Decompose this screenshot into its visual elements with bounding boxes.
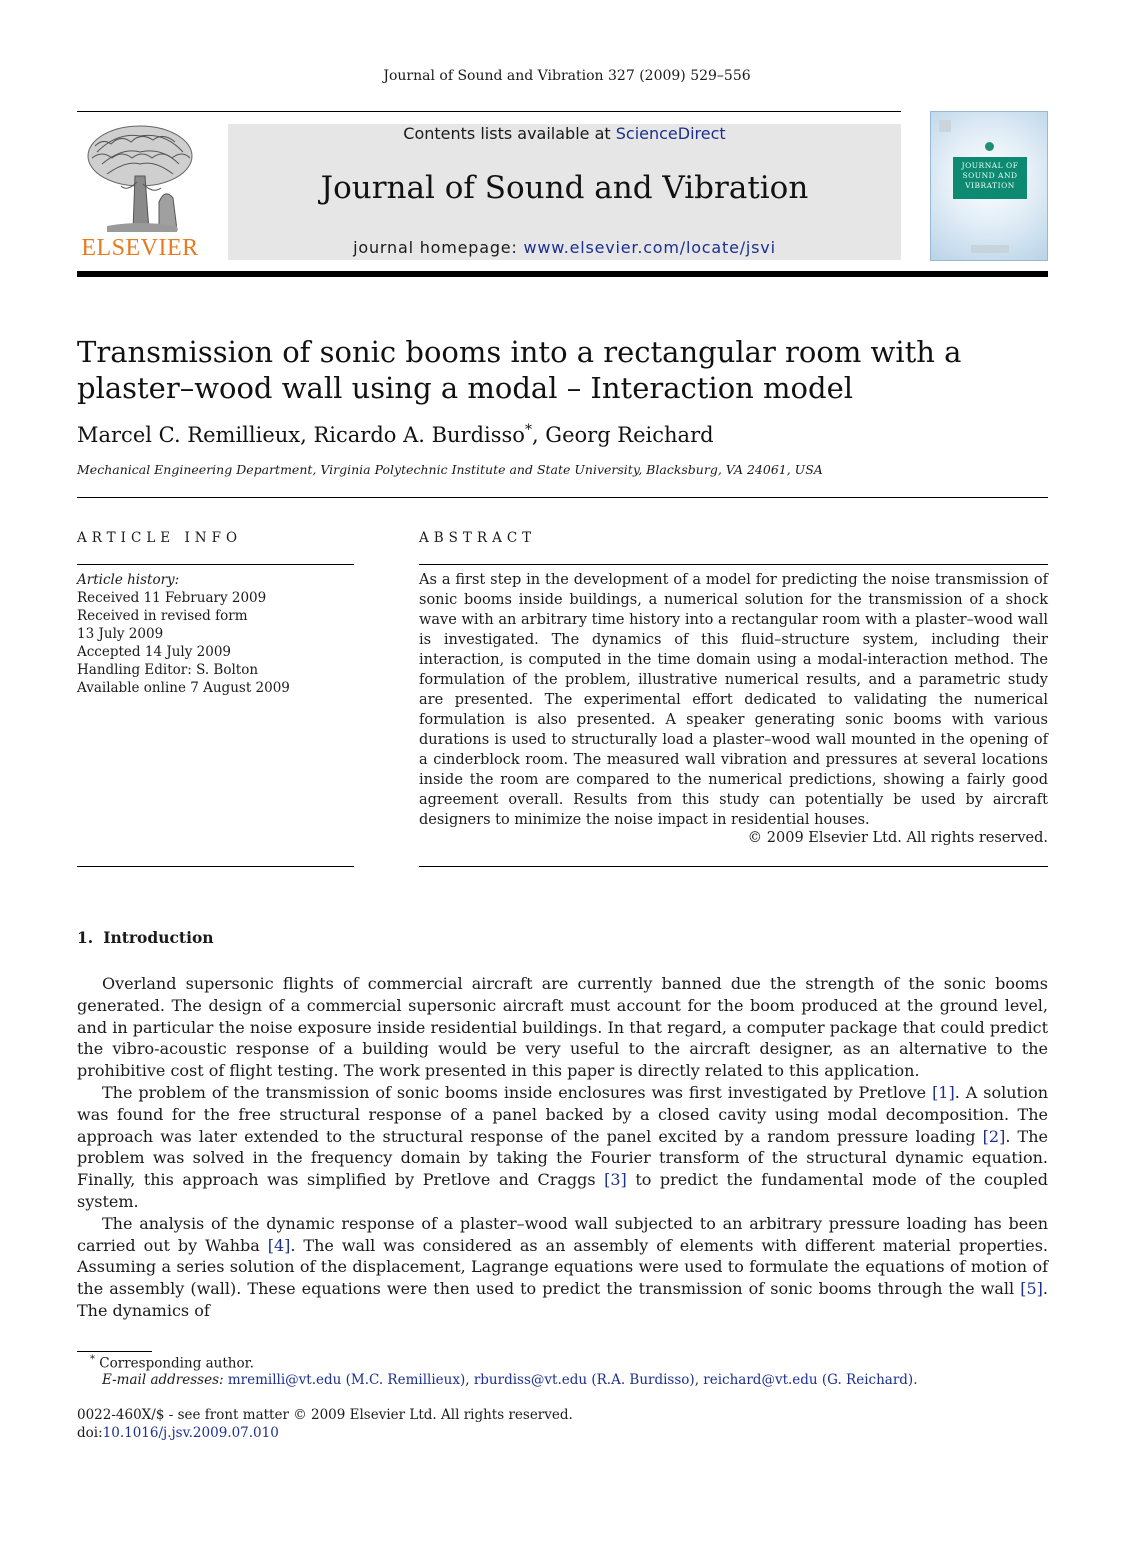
contents-prefix: Contents lists available at (403, 124, 616, 143)
abstract-rule-bottom (419, 866, 1048, 867)
author-list (77, 422, 714, 447)
text-run: The problem of the transmission of sonic booms inside enclosures was first investigated by Pretlove (102, 1082, 933, 1102)
text-run: to predict the fundamental mode of the coupled system. (77, 1170, 1049, 1211)
reference-link[interactable]: [2] (982, 1126, 1006, 1146)
authors-last: , Georg Reichard (531, 423, 714, 447)
history-line: Handling Editor: S. Bolton (77, 662, 259, 678)
section-number: 1. (77, 928, 94, 947)
journal-cover-thumbnail[interactable] (930, 111, 1048, 261)
article-history-title: Article history: (77, 572, 180, 588)
cover-publisher-icon (939, 120, 951, 132)
email-link[interactable]: mremilli@vt.edu (M.C. Remillieux) (227, 1372, 466, 1388)
abstract-rule (419, 564, 1048, 565)
paragraph: Overland supersonic flights of commercial aircraft are currently banned due the strength of the sonic booms generated. The design of a commercial supersonic aircraft must account for the boom produced at the ground level, and in particular the noise exposure inside residential buildings. In that regard, a computer package that could predict the vibro-acoustic response of a building would be very useful to the aircraft designer, as an alternative to the prohibitive cost of flight testing. The work presented in this paper is directly related to this application. (77, 974, 1048, 1081)
homepage-line (228, 238, 901, 257)
section-title: Introduction (103, 928, 214, 947)
history-line: 13 July 2009 (77, 626, 164, 642)
footnote-rule (77, 1351, 152, 1352)
text-run: . The wall was considered as an assembly of elements with different material properties. Assuming a series solution of the displacement, Lagrange equations were used to formulate the equations of motion of the assembly (wall). These equations were then used to predict the transmission of sonic booms through the wall (77, 1235, 1049, 1299)
footnote-mark: * (90, 1354, 95, 1365)
authors-first: Marcel C. Remillieux, Ricardo A. Burdisso (77, 423, 525, 447)
journal-masthead (228, 124, 901, 260)
abstract-heading: ABSTRACT (419, 530, 537, 546)
corresponding-author-mark[interactable]: * (524, 422, 532, 438)
homepage-prefix: journal homepage: (353, 238, 524, 257)
journal-homepage-link[interactable]: www.elsevier.com/locate/jsvi (523, 238, 776, 257)
doi-prefix: doi: (77, 1425, 103, 1441)
paragraph (77, 1082, 1048, 1213)
paragraph (77, 1213, 1048, 1322)
journal-name: Journal of Sound and Vibration (320, 170, 809, 206)
reference-link[interactable]: [4] (267, 1235, 291, 1255)
text-run: . The dynamics of (77, 1279, 1048, 1320)
section-rule (77, 497, 1048, 498)
elsevier-wordmark: ELSEVIER (81, 235, 199, 261)
article-info-rule-bottom (77, 866, 354, 867)
corresponding-author-footnote (90, 1354, 254, 1372)
cover-emblem-icon (985, 142, 994, 151)
email-link[interactable]: rburdiss@vt.edu (R.A. Burdisso) (473, 1372, 695, 1388)
history-line: Received 11 February 2009 (77, 590, 267, 606)
reference-link[interactable]: [5] (1020, 1279, 1043, 1299)
separator: , (694, 1372, 704, 1388)
text-run: The analysis of the dynamic response of a plaster–wood wall subjected to an arbitrary pressure loading has been carried out by Wahba (77, 1213, 1048, 1255)
contents-line (228, 124, 901, 143)
sciencedirect-link[interactable]: ScienceDirect (615, 124, 726, 143)
elsevier-tree-icon (77, 122, 203, 234)
doi-link[interactable]: 10.1016/j.jsv.2009.07.010 (102, 1425, 279, 1441)
running-head: Journal of Sound and Vibration 327 (2009) 529–556 (383, 68, 751, 84)
affiliation: Mechanical Engineering Department, Virginia Polytechnic Institute and State University, Blacksburg, VA 24061, USA (77, 462, 823, 477)
section-heading (77, 928, 214, 947)
abstract-body: As a first step in the development of a model for predicting the noise transmission of sonic booms inside buildings, a numerical solution for the transmission of a shock wave with an arbitrary time history into a rectangular room with a plaster–wood wall is investigated. The dynamics of this fluid–structure system, including their interaction, is computed in the time domain using a modal-interaction method. The formulation of the problem, illustrative numerical results, and a parametric study are presented. The experimental effort dedicated to validating the numerical formulation is also presented. A speaker generating sonic booms with various durations is used to structurally load a plaster–wood wall mounted in the opening of a cinderblock room. The measured wall vibration and pressures at several locations inside the room are compared to the numerical predictions, showing a fairly good agreement overall. Results from this study can potentially be used by aircraft designers to minimize the noise impact in residential houses. (419, 572, 1048, 828)
history-line: Available online 7 August 2009 (77, 680, 290, 696)
elsevier-logo (77, 122, 203, 262)
header-rule (77, 111, 901, 112)
reference-link[interactable]: [3] (604, 1170, 627, 1190)
issn-line: 0022-460X/$ - see front matter © 2009 Elsevier Ltd. All rights reserved. (77, 1407, 573, 1423)
doi-line (77, 1425, 279, 1441)
abstract-copyright: © 2009 Elsevier Ltd. All rights reserved. (747, 830, 1048, 846)
footnote-text: Corresponding author. (95, 1355, 254, 1372)
header-thick-rule (77, 271, 1048, 277)
article-title: Transmission of sonic booms into a rectangular room with a plaster–wood wall using a modal – Interaction model (77, 335, 962, 405)
cover-title: JOURNAL OF SOUND AND VIBRATION (953, 157, 1027, 199)
text-run: . The problem was solved in the frequency domain by taking the Fourier transform of the structural dynamic equation. Finally, this approach was simplified by Pretlove and Craggs (77, 1126, 1048, 1190)
article-info-heading: ARTICLE INFO (77, 530, 243, 546)
history-line: Received in revised form (77, 608, 248, 624)
email-footnote (102, 1372, 917, 1388)
article-history (77, 571, 354, 697)
introduction-body (77, 973, 1048, 1322)
history-line: Accepted 14 July 2009 (77, 644, 232, 660)
reference-link[interactable]: [1] (932, 1082, 955, 1102)
separator: , (465, 1372, 474, 1388)
email-link[interactable]: reichard@vt.edu (G. Reichard). (703, 1372, 918, 1388)
text-run: . A solution was found for the free structural response of a panel backed by a closed cavity using modal decomposition. The approach was later extended to the structural response of the panel excited by a random pressure loading (77, 1082, 1049, 1146)
article-info-rule (77, 564, 354, 565)
cover-sciencedirect-icon (971, 245, 1009, 253)
email-label: E-mail addresses: (102, 1372, 224, 1388)
